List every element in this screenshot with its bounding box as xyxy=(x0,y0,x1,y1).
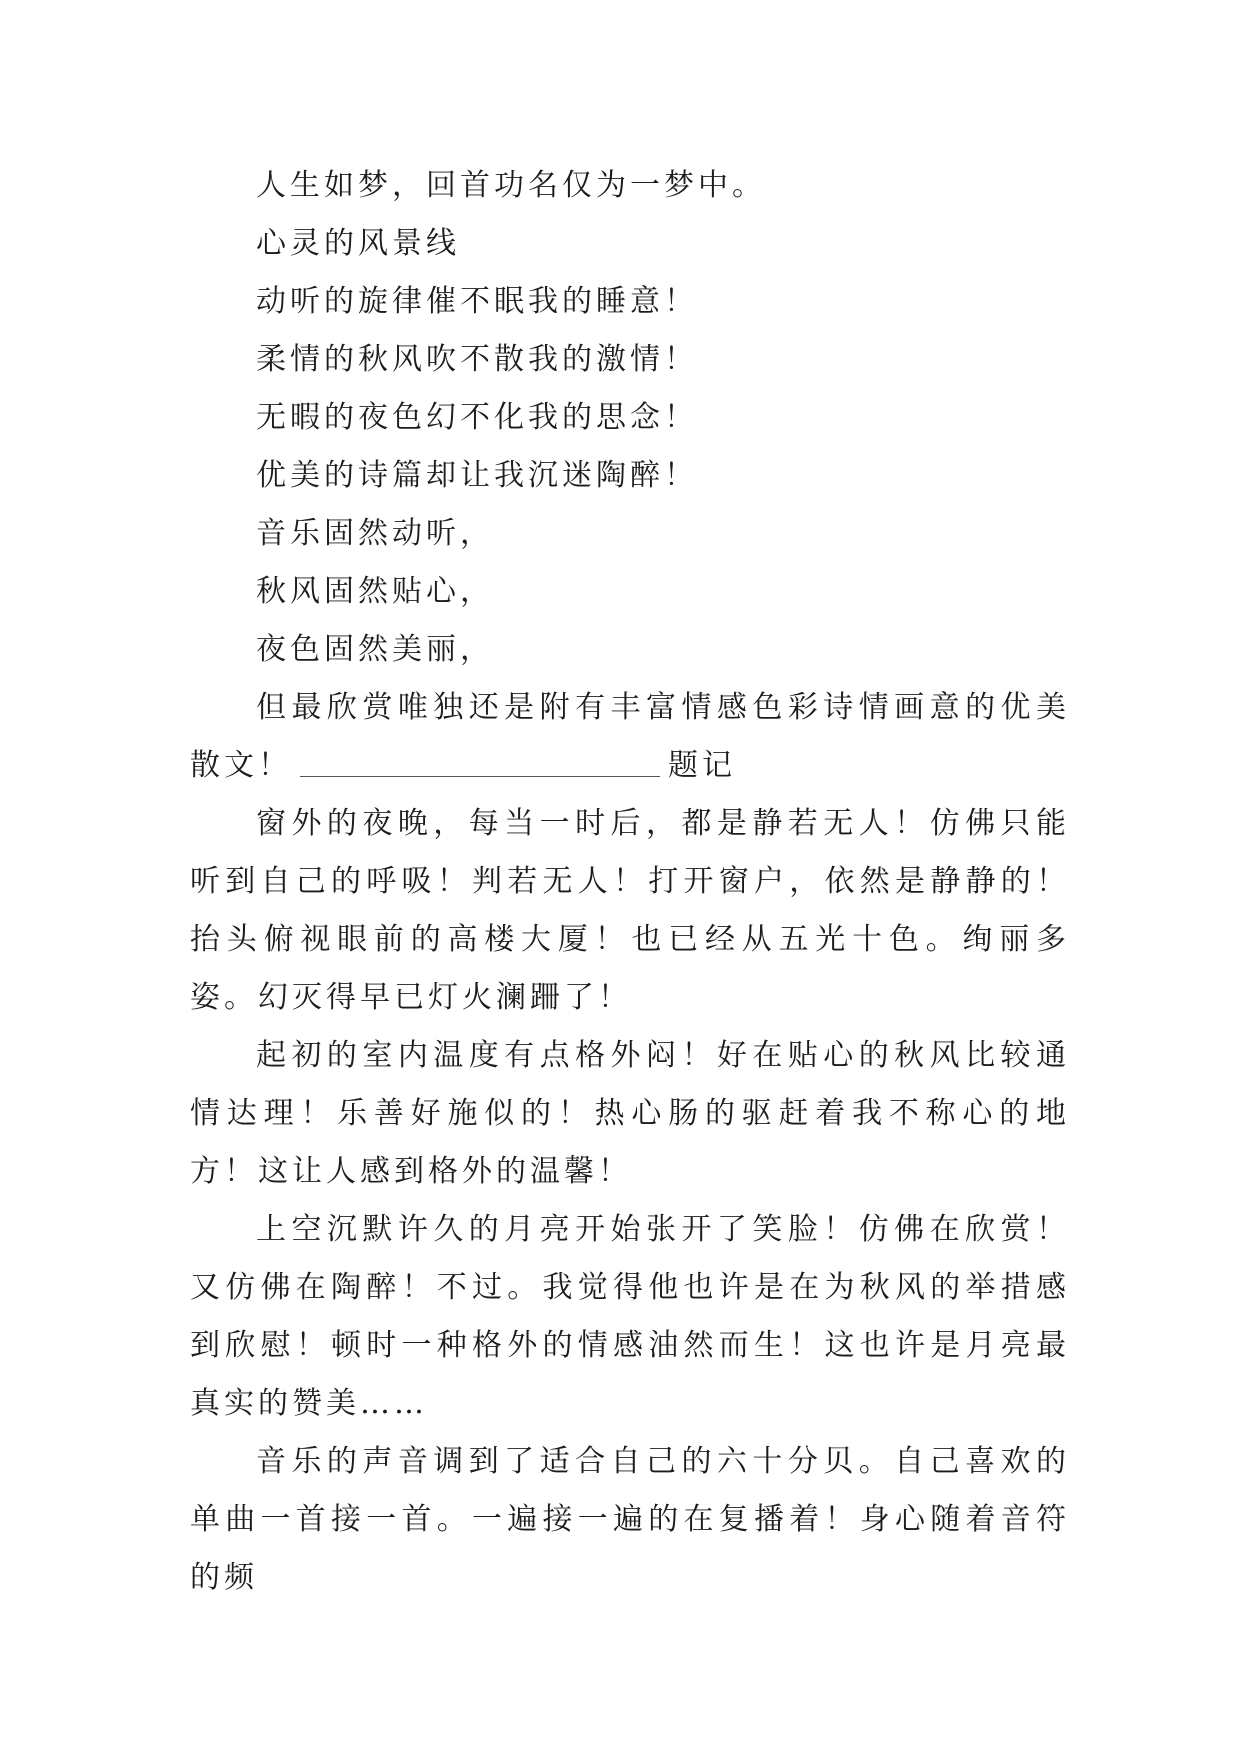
text-line: 秋风固然贴心， xyxy=(256,574,494,609)
body-paragraph: 起初的室内温度有点格外闷！好在贴心的秋风比较通情达理！乐善好施似的！热心肠的驱赶着我不称心的地方！这让人感到格外的温馨！ xyxy=(190,1038,1070,1189)
document-body xyxy=(190,157,1070,1607)
blank-underline xyxy=(300,748,660,777)
text-line: 音乐固然动听， xyxy=(256,516,494,551)
text-line: 夜色固然美丽， xyxy=(256,632,494,667)
preface-paragraph xyxy=(190,679,1070,795)
section-title: 心灵的风景线 xyxy=(256,226,460,261)
body-paragraph: 上空沉默许久的月亮开始张开了笑脸！仿佛在欣赏！又仿佛在陶醉！不过。我觉得他也许是在为秋风的举措感到欣慰！顿时一种格外的情感油然而生！这也许是月亮最真实的赞美…… xyxy=(190,1212,1070,1421)
body-paragraph: 音乐的声音调到了适合自己的六十分贝。自己喜欢的单曲一首接一首。一遍接一遍的在复播着！身心随着音符的频 xyxy=(190,1444,1070,1595)
preface-suffix: 题记 xyxy=(668,748,736,783)
text-line: 无暇的夜色幻不化我的思念！ xyxy=(256,400,698,435)
text-line: 人生如梦，回首功名仅为一梦中。 xyxy=(256,168,766,203)
body-paragraph: 窗外的夜晚，每当一时后，都是静若无人！仿佛只能听到自己的呼吸！判若无人！打开窗户，依然是静静的！抬头俯视眼前的高楼大厦！也已经从五光十色。绚丽多姿。幻灭得早已灯火澜跚了！ xyxy=(190,806,1070,1015)
text-line: 优美的诗篇却让我沉迷陶醉！ xyxy=(256,458,698,493)
text-line: 动听的旋律催不眠我的睡意！ xyxy=(256,284,698,319)
preface-text: 但最欣赏唯独还是附有丰富情感色彩诗情画意的优美散文！ xyxy=(190,690,1070,783)
text-line: 柔情的秋风吹不散我的激情！ xyxy=(256,342,698,377)
